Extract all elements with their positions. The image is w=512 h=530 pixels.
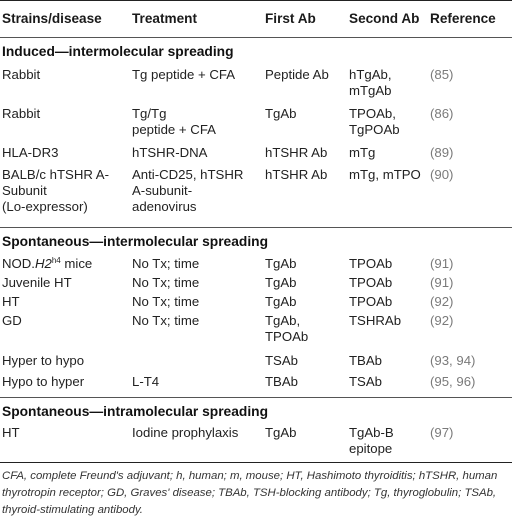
cell-reference: (95, 96) — [430, 374, 476, 389]
header-second-ab: Second Ab — [349, 11, 420, 26]
cell-line: Anti-CD25, hTSHR — [132, 167, 244, 182]
cell-line: peptide + CFA — [132, 122, 216, 137]
cell-reference: (93, 94) — [430, 353, 476, 368]
cell-strain: HT — [2, 294, 20, 309]
cell-line: Tg/Tg — [132, 106, 167, 121]
cell-first-ab: hTSHR Ab — [265, 145, 328, 160]
cell-treatment: hTSHR-DNA — [132, 145, 208, 160]
header-rule — [0, 37, 512, 38]
strain-superscript: h4 — [51, 256, 61, 265]
section-rule — [0, 227, 512, 228]
section-rule — [0, 397, 512, 398]
strain-italic: H2 — [34, 256, 52, 271]
cell-treatment: No Tx; time — [132, 275, 200, 290]
cell-strain: HLA-DR3 — [2, 145, 59, 160]
table-footnote: CFA, complete Freund's adjuvant; h, human; m, mouse; HT, Hashimoto thyroiditis; hTSHR, human thyrotropin receptor; GD, Graves' disease; TBAb, TSH-blocking antibody; Tg, thyroglobulin; TSAb, thyroid-stimulating antibody. — [2, 470, 498, 516]
cell-line: adenovirus — [132, 199, 197, 214]
header-treatment: Treatment — [132, 11, 197, 26]
section-title: Induced—intermolecular spreading — [2, 44, 234, 59]
header-reference: Reference — [430, 11, 496, 26]
cell-treatment: Iodine prophylaxis — [132, 425, 239, 440]
cell-treatment — [132, 106, 262, 138]
cell-first-ab: TBAb — [265, 374, 298, 389]
cell-strain: Rabbit — [2, 67, 41, 82]
cell-second-ab — [349, 106, 429, 138]
cell-reference: (90) — [430, 167, 454, 182]
cell-first-ab: TgAb — [265, 425, 297, 440]
cell-reference: (86) — [430, 106, 454, 121]
table-bottom-rule — [0, 462, 512, 463]
header-strains: Strains/disease — [2, 11, 102, 26]
cell-reference: (97) — [430, 425, 454, 440]
cell-strain: Hyper to hypo — [2, 353, 85, 368]
strain-suffix: mice — [60, 256, 93, 271]
cell-first-ab: TgAb — [265, 106, 297, 121]
cell-second-ab: TPOAb — [349, 256, 393, 271]
cell-first-ab: hTSHR Ab — [265, 167, 328, 182]
cell-second-ab: mTg — [349, 145, 376, 160]
cell-line: mTgAb — [349, 83, 392, 98]
cell-line: (Lo-expressor) — [2, 199, 88, 214]
cell-reference: (92) — [430, 313, 454, 328]
cell-line: TgPOAb — [349, 122, 400, 137]
table-top-rule — [0, 0, 512, 1]
cell-first-ab: TgAb — [265, 294, 297, 309]
cell-line: Subunit — [2, 183, 47, 198]
section-title: Spontaneous—intramolecular spreading — [2, 404, 269, 419]
cell-reference: (92) — [430, 294, 454, 309]
cell-first-ab: TgAb — [265, 256, 297, 271]
cell-treatment: No Tx; time — [132, 313, 200, 328]
strain-prefix: NOD. — [2, 256, 35, 271]
cell-strain: Rabbit — [2, 106, 41, 121]
cell-treatment: No Tx; time — [132, 256, 200, 271]
cell-line: epitope — [349, 441, 393, 456]
cell-first-ab: Peptide Ab — [265, 67, 329, 82]
cell-strain: GD — [2, 313, 22, 328]
cell-treatment: No Tx; time — [132, 294, 200, 309]
cell-strain: Hypo to hyper — [2, 374, 85, 389]
cell-second-ab — [349, 67, 429, 99]
cell-treatment: L-T4 — [132, 374, 160, 389]
cell-line: TPOAb, — [349, 106, 396, 121]
cell-second-ab: TPOAb — [349, 294, 393, 309]
cell-first-ab: TgAb — [265, 275, 297, 290]
cell-first-ab — [265, 313, 345, 345]
cell-reference: (91) — [430, 256, 454, 271]
section-title: Spontaneous—intermolecular spreading — [2, 234, 269, 249]
cell-strain: Juvenile HT — [2, 275, 72, 290]
cell-strain: HT — [2, 425, 20, 440]
cell-first-ab: TSAb — [265, 353, 298, 368]
cell-line: TPOAb — [265, 329, 309, 344]
cell-reference: (91) — [430, 275, 454, 290]
cell-line: BALB/c hTSHR A- — [2, 167, 109, 182]
cell-second-ab: TBAb — [349, 353, 382, 368]
cell-line: TgAb, — [265, 313, 301, 328]
cell-strain — [2, 167, 112, 215]
cell-strain — [2, 256, 112, 272]
cell-line: hTgAb, — [349, 67, 392, 82]
cell-reference: (85) — [430, 67, 454, 82]
header-first-ab: First Ab — [265, 11, 316, 26]
cell-treatment — [132, 167, 262, 215]
cell-second-ab: TSHRAb — [349, 313, 402, 328]
cell-line: TgAb-B — [349, 425, 394, 440]
cell-second-ab — [349, 425, 429, 457]
cell-line: A-subunit- — [132, 183, 193, 198]
cell-second-ab: TPOAb — [349, 275, 393, 290]
cell-reference: (89) — [430, 145, 454, 160]
cell-second-ab: mTg, mTPO — [349, 167, 421, 182]
cell-second-ab: TSAb — [349, 374, 382, 389]
cell-treatment: Tg peptide + CFA — [132, 67, 235, 82]
